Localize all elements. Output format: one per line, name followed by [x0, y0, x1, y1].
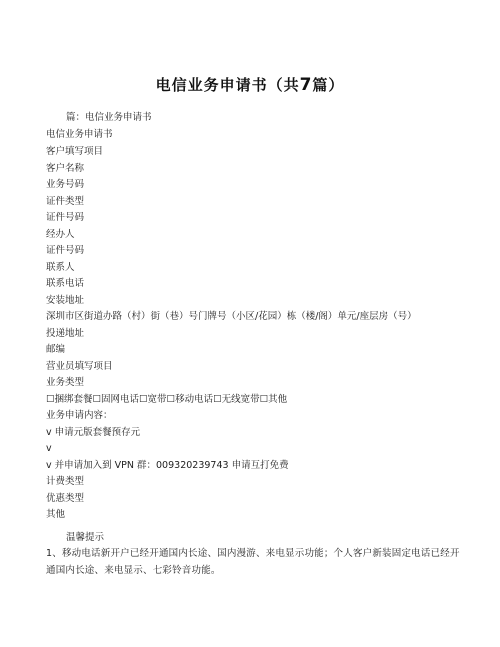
doc-line: 业务号码	[46, 179, 85, 190]
page-title: 电信业务申请书（共7篇）	[155, 75, 345, 95]
doc-line: 业务类型	[46, 377, 85, 388]
doc-line: v	[46, 443, 52, 454]
doc-line: 深圳市区街道办路（村）街（巷）号门牌号（小区/花园）栋（楼/阁）单元/座层房（号）	[46, 311, 417, 322]
doc-line: 优惠类型	[46, 493, 85, 504]
doc-line: v 并申请加入到 VPN 群：009320239743 申请互打免费	[46, 460, 289, 471]
doc-line: 证件号码	[46, 212, 85, 223]
doc-line: 营业员填写项目	[46, 361, 113, 372]
doc-line: 业务申请内容：	[46, 410, 113, 421]
doc-line: 证件类型	[46, 196, 85, 207]
doc-line: ☐捆绑套餐☐固网电话☐宽带☐移动电话☐无线宽带☐其他	[46, 394, 288, 405]
doc-line: 计费类型	[46, 476, 85, 487]
doc-line: v 申请元版套餐预存元	[46, 427, 141, 438]
doc-line: 客户填写项目	[46, 146, 104, 157]
tips-paragraph: 1、移动电话新开户已经开通国内长途、国内漫游、来电显示功能；个人客户新装固定电话已经开通国内长途、来电显示、七彩铃音功能。	[46, 548, 460, 576]
doc-line: 客户名称	[46, 163, 85, 174]
tips-heading: 温馨提示	[66, 532, 105, 543]
doc-line: 其他	[46, 509, 66, 520]
doc-line: 投递地址	[46, 328, 85, 339]
doc-line: 联系电话	[46, 278, 85, 289]
doc-line: 联系人	[46, 262, 75, 273]
doc-line: 邮编	[46, 344, 66, 355]
doc-line: 电信业务申请书	[46, 129, 113, 140]
doc-line: 篇：电信业务申请书	[66, 112, 152, 123]
doc-line: 安装地址	[46, 295, 85, 306]
doc-line: 证件号码	[46, 245, 85, 256]
doc-line: 经办人	[46, 229, 75, 240]
